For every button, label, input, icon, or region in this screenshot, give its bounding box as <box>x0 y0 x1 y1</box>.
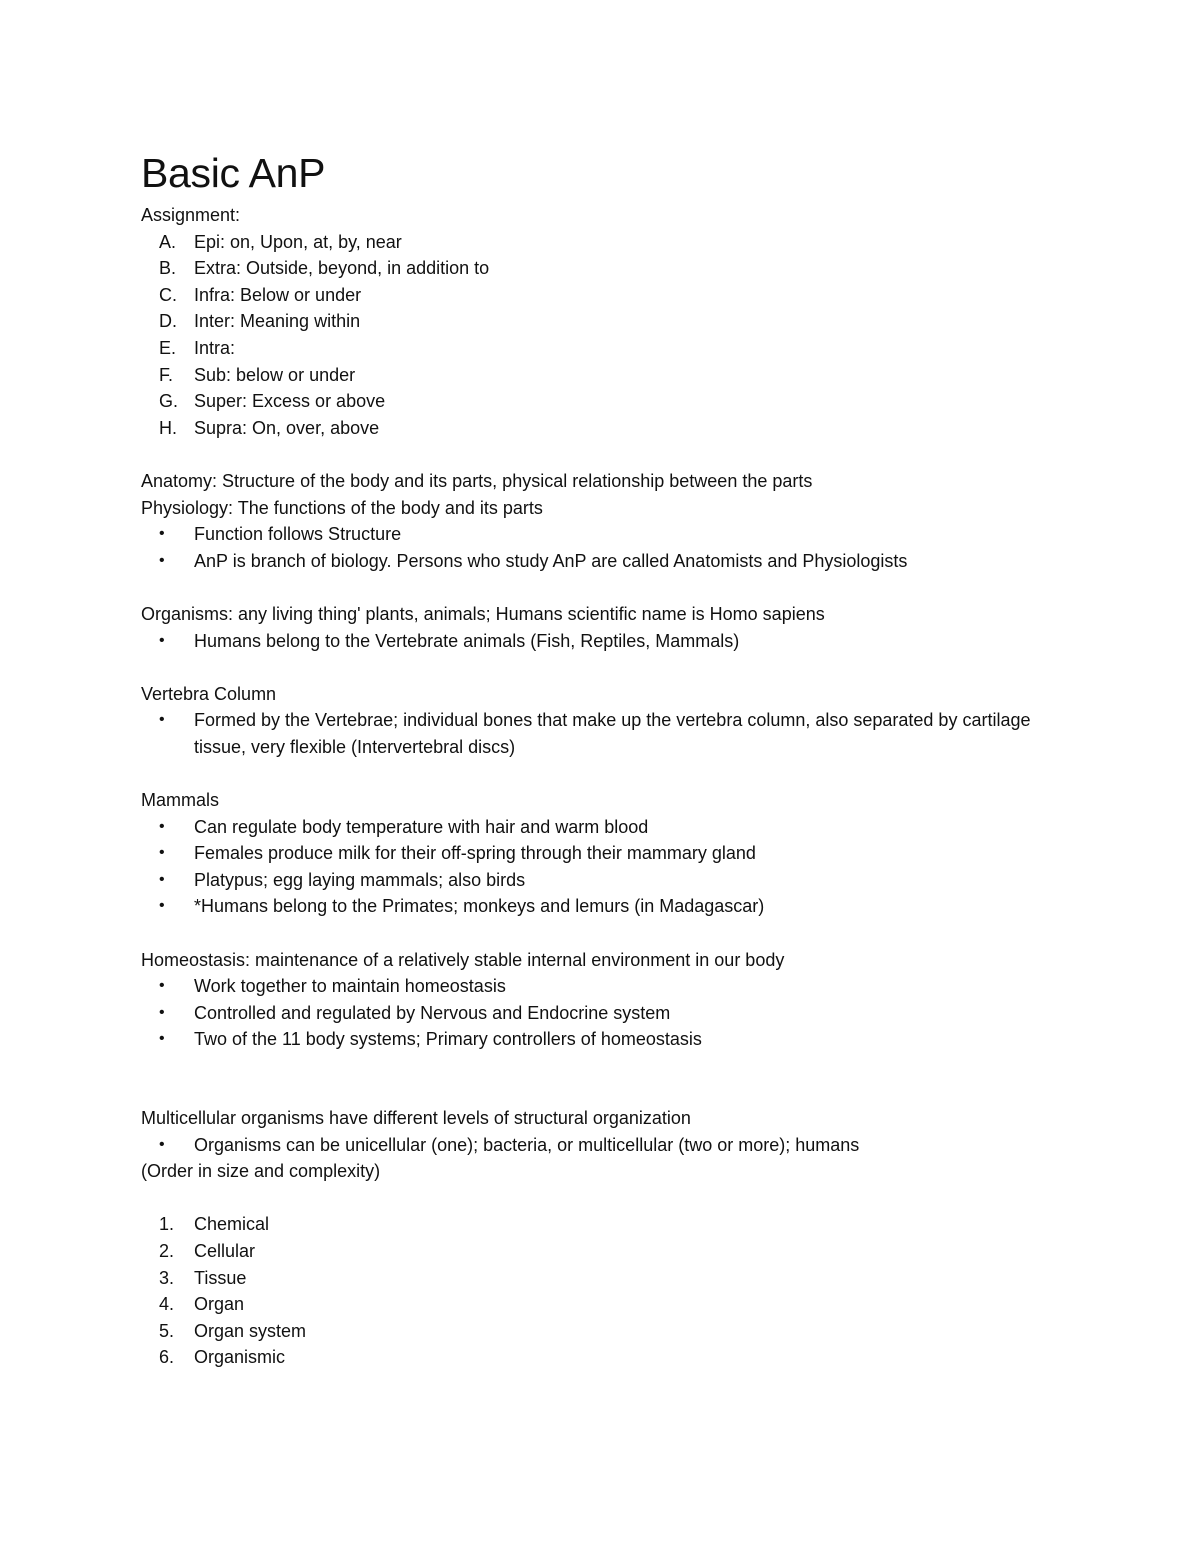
vertebra-bullets <box>141 707 1061 760</box>
document-title: Basic AnP <box>141 150 326 196</box>
bullet-icon: • <box>159 977 165 995</box>
list-item-text: Organ system <box>194 1320 307 1341</box>
list-item-text: Two of the 11 body systems; Primary controllers of homeostasis <box>194 1029 702 1050</box>
list-item-text: Supra: On, over, above <box>194 417 380 438</box>
list-item-text: Platypus; egg laying mammals; also birds <box>194 869 526 890</box>
list-item-text: Can regulate body temperature with hair and warm blood <box>194 816 649 837</box>
list-item <box>141 867 1061 894</box>
spacer <box>141 654 1061 681</box>
bullet-icon: • <box>159 1003 165 1021</box>
list-marker: C. <box>159 284 177 305</box>
spacer <box>141 441 1061 468</box>
list-item-text: Epi: on, Upon, at, by, near <box>194 231 402 252</box>
list-marker: 6. <box>159 1347 175 1368</box>
list-item <box>141 840 1061 867</box>
spacer <box>141 920 1061 947</box>
list-item <box>141 1344 1061 1371</box>
list-item-text: Infra: Below or under <box>194 284 362 305</box>
bullet-icon: • <box>159 870 165 888</box>
list-item <box>141 388 1061 415</box>
list-marker: 4. <box>159 1294 175 1315</box>
list-item-text: Tissue <box>194 1267 247 1288</box>
spacer <box>141 574 1061 601</box>
list-item <box>141 548 1061 575</box>
list-item-text: *Humans belong to the Primates; monkeys and lemurs (in Madagascar) <box>194 896 765 917</box>
list-marker: 1. <box>159 1214 175 1235</box>
list-marker: 5. <box>159 1320 175 1341</box>
spacer <box>141 760 1061 787</box>
list-item-text: Function follows Structure <box>194 524 402 545</box>
list-item <box>141 1318 1061 1345</box>
list-item-text: Sub: below or under <box>194 364 356 385</box>
list-item-text: Organismic <box>194 1347 286 1368</box>
list-marker: H. <box>159 417 177 438</box>
list-item <box>141 255 1061 282</box>
list-item <box>141 707 1061 760</box>
assignment-list <box>141 229 1061 442</box>
list-item <box>141 973 1061 1000</box>
list-item <box>141 362 1061 389</box>
vertebra-heading: Vertebra Column <box>141 683 277 704</box>
list-item-text: Organ <box>194 1294 245 1315</box>
list-marker: F. <box>159 364 174 385</box>
list-item-text: Inter: Meaning within <box>194 311 361 332</box>
order-note: (Order in size and complexity) <box>141 1161 381 1182</box>
bullet-icon: • <box>159 551 165 569</box>
list-item <box>141 1211 1061 1238</box>
list-item-text: Extra: Outside, beyond, in addition to <box>194 258 490 279</box>
list-item-text: Work together to maintain homeostasis <box>194 976 506 997</box>
list-item <box>141 1132 1061 1159</box>
list-item <box>141 628 1061 655</box>
list-item <box>141 1026 1061 1053</box>
mammals-bullets <box>141 814 1061 920</box>
bullet-icon: • <box>159 1030 165 1048</box>
list-item <box>141 308 1061 335</box>
list-marker: B. <box>159 258 177 279</box>
bullet-icon: • <box>159 631 165 649</box>
list-item-text: AnP is branch of biology. Persons who study AnP are called Anatomists and Physiologists <box>194 550 908 571</box>
bullet-icon: • <box>159 525 165 543</box>
list-item-text: Controlled and regulated by Nervous and Endocrine system <box>194 1002 671 1023</box>
list-item <box>141 893 1061 920</box>
spacer <box>141 1185 1061 1212</box>
list-item-text: Formed by the Vertebrae; individual bones that make up the vertebra column, also separated by cartilage tissue, very flexible (Intervertebral discs) <box>194 710 1031 757</box>
multicellular-bullets <box>141 1132 1061 1159</box>
physiology-bullets <box>141 521 1061 574</box>
document-page <box>141 144 1061 1371</box>
organisms-definition: Organisms: any living thing' plants, animals; Humans scientific name is Homo sapiens <box>141 603 825 624</box>
list-item <box>141 1000 1061 1027</box>
list-item <box>141 1291 1061 1318</box>
list-item <box>141 1265 1061 1292</box>
assignment-heading: Assignment: <box>141 205 241 225</box>
list-item <box>141 415 1061 442</box>
spacer <box>141 1053 1061 1105</box>
list-item <box>141 229 1061 256</box>
list-item-text: Organisms can be unicellular (one); bacteria, or multicellular (two or more); humans <box>194 1134 860 1155</box>
bullet-icon: • <box>159 1135 165 1153</box>
physiology-definition: Physiology: The functions of the body and its parts <box>141 497 543 518</box>
list-item-text: Chemical <box>194 1214 270 1235</box>
list-item-text: Cellular <box>194 1240 256 1261</box>
list-item-text: Super: Excess or above <box>194 391 386 412</box>
multicellular-statement: Multicellular organisms have different levels of structural organization <box>141 1108 691 1128</box>
list-marker: E. <box>159 337 177 358</box>
list-item <box>141 814 1061 841</box>
list-marker: 2. <box>159 1240 175 1261</box>
organization-levels-list <box>141 1211 1061 1371</box>
list-marker: G. <box>159 391 179 412</box>
bullet-icon: • <box>159 711 165 729</box>
list-marker: A. <box>159 231 177 252</box>
list-item-text: Humans belong to the Vertebrate animals (Fish, Reptiles, Mammals) <box>194 630 740 651</box>
organisms-bullets <box>141 628 1061 655</box>
list-marker: D. <box>159 311 177 332</box>
bullet-icon: • <box>159 897 165 915</box>
list-marker: 3. <box>159 1267 175 1288</box>
mammals-heading: Mammals <box>141 790 220 811</box>
homeostasis-definition: Homeostasis: maintenance of a relatively stable internal environment in our body <box>141 949 785 970</box>
list-item <box>141 335 1061 362</box>
list-item <box>141 1238 1061 1265</box>
list-item <box>141 282 1061 309</box>
anatomy-definition: Anatomy: Structure of the body and its parts, physical relationship between the parts <box>141 470 813 491</box>
list-item <box>141 521 1061 548</box>
homeostasis-bullets <box>141 973 1061 1053</box>
bullet-icon: • <box>159 844 165 862</box>
list-item-text: Intra: <box>194 337 236 358</box>
list-item-text: Females produce milk for their off-spring through their mammary gland <box>194 843 756 864</box>
bullet-icon: • <box>159 817 165 835</box>
